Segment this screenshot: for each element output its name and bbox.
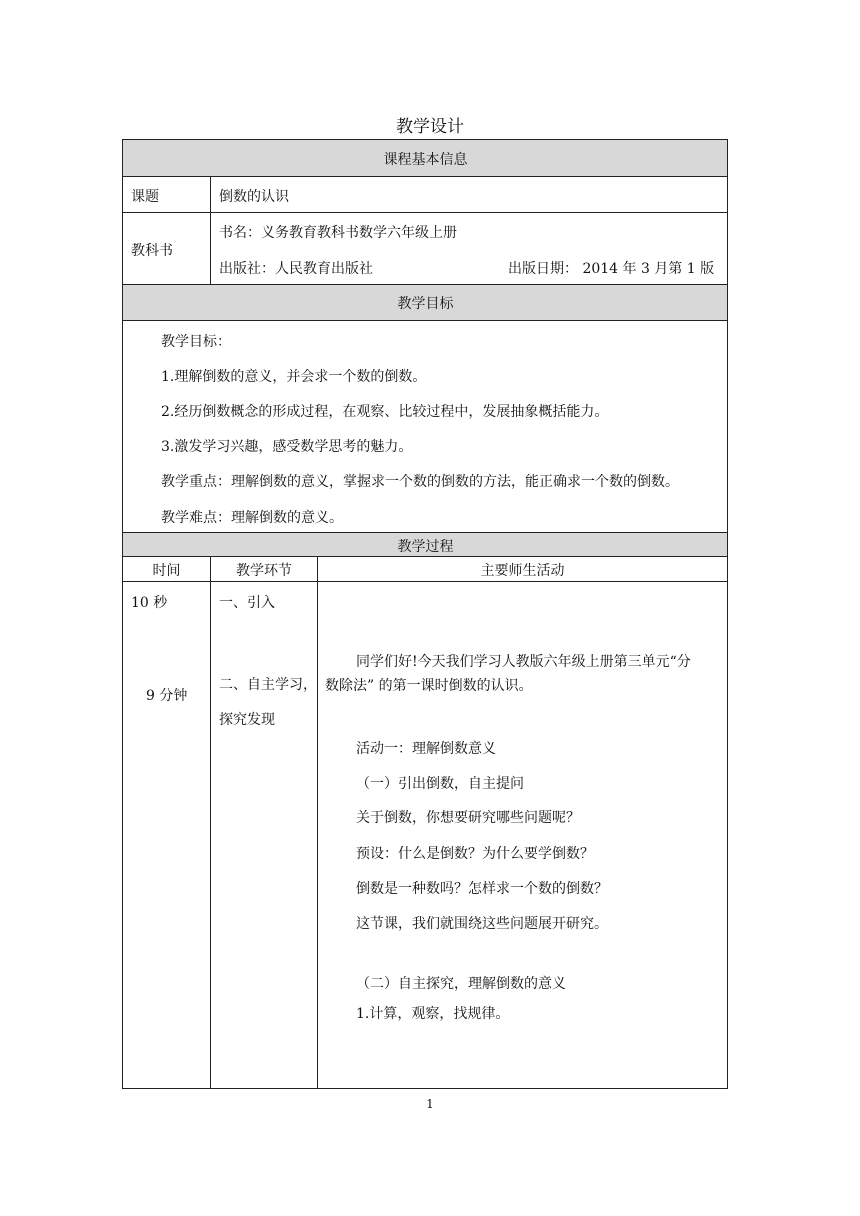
rule bbox=[122, 139, 123, 1089]
rule bbox=[122, 556, 728, 557]
objectives-line: 教学目标： bbox=[161, 334, 231, 350]
publish-date: 出版日期： 2014 年 3 月第 1 版 bbox=[508, 261, 715, 277]
activity-line: 这节课，我们就围绕这些问题展开研究。 bbox=[356, 916, 608, 932]
publisher: 出版社：人民教育出版社 bbox=[219, 261, 373, 277]
objectives-line: 2.经历倒数概念的形成过程，在观察、比较过程中，发展抽象概括能力。 bbox=[161, 404, 609, 420]
book-name: 书名：义务教育教科书数学六年级上册 bbox=[219, 225, 457, 241]
col-header-stage: 教学环节 bbox=[236, 563, 292, 579]
objectives-line: 3.激发学习兴趣，感受数学思考的魅力。 bbox=[161, 439, 413, 455]
basic-info-header: 课程基本信息 bbox=[383, 152, 468, 168]
page-number: 1 bbox=[426, 1097, 434, 1111]
textbook-label: 教科书 bbox=[131, 243, 173, 259]
activity-line: （一）引出倒数，自主提问 bbox=[356, 776, 524, 792]
activity-line: 预设：什么是倒数？为什么要学倒数？ bbox=[356, 846, 594, 862]
rule bbox=[122, 212, 728, 213]
rule bbox=[727, 139, 728, 1089]
activity-line: 1.计算，观察，找规律。 bbox=[356, 1006, 510, 1022]
topic-label: 课题 bbox=[131, 189, 159, 205]
stage-cell: 一、引入 bbox=[219, 595, 275, 611]
objectives-header: 教学目标 bbox=[397, 296, 454, 312]
activity-line: 倒数是一种数吗？怎样求一个数的倒数？ bbox=[356, 881, 608, 897]
process-header: 教学过程 bbox=[397, 539, 454, 555]
activity-line: 同学们好!今天我们学习人教版六年级上册第三单元“分 bbox=[356, 654, 691, 670]
activity-line: （二）自主探究，理解倒数的意义 bbox=[356, 976, 566, 992]
col-header-activity: 主要师生活动 bbox=[480, 563, 565, 579]
rule bbox=[122, 139, 728, 140]
activity-line: 关于倒数，你想要研究哪些问题呢？ bbox=[356, 810, 580, 826]
rule bbox=[210, 176, 211, 284]
topic-value: 倒数的认识 bbox=[219, 189, 289, 205]
difficult-point: 教学难点：理解倒数的意义。 bbox=[161, 510, 343, 526]
document-title: 教学设计 bbox=[396, 117, 464, 137]
activity-line: 数除法” 的第一课时倒数的认识。 bbox=[325, 678, 533, 694]
rule bbox=[122, 284, 728, 285]
rule bbox=[317, 556, 318, 1088]
activity-line: 活动一：理解倒数意义 bbox=[356, 741, 496, 757]
stage-cell: 二、自主学习， bbox=[219, 677, 317, 693]
col-header-time: 时间 bbox=[152, 563, 181, 579]
stage-cell: 探究发现 bbox=[219, 712, 275, 728]
rule bbox=[210, 556, 211, 1088]
time-cell: 10 秒 bbox=[131, 595, 168, 611]
key-point: 教学重点：理解倒数的意义，掌握求一个数的倒数的方法，能正确求一个数的倒数。 bbox=[161, 474, 679, 490]
objectives-line: 1.理解倒数的意义，并会求一个数的倒数。 bbox=[161, 369, 427, 385]
rule bbox=[122, 532, 728, 533]
rule bbox=[122, 176, 728, 177]
rule bbox=[122, 581, 728, 582]
time-cell: 9 分钟 bbox=[146, 688, 188, 704]
rule bbox=[122, 320, 728, 321]
rule bbox=[122, 1088, 728, 1089]
